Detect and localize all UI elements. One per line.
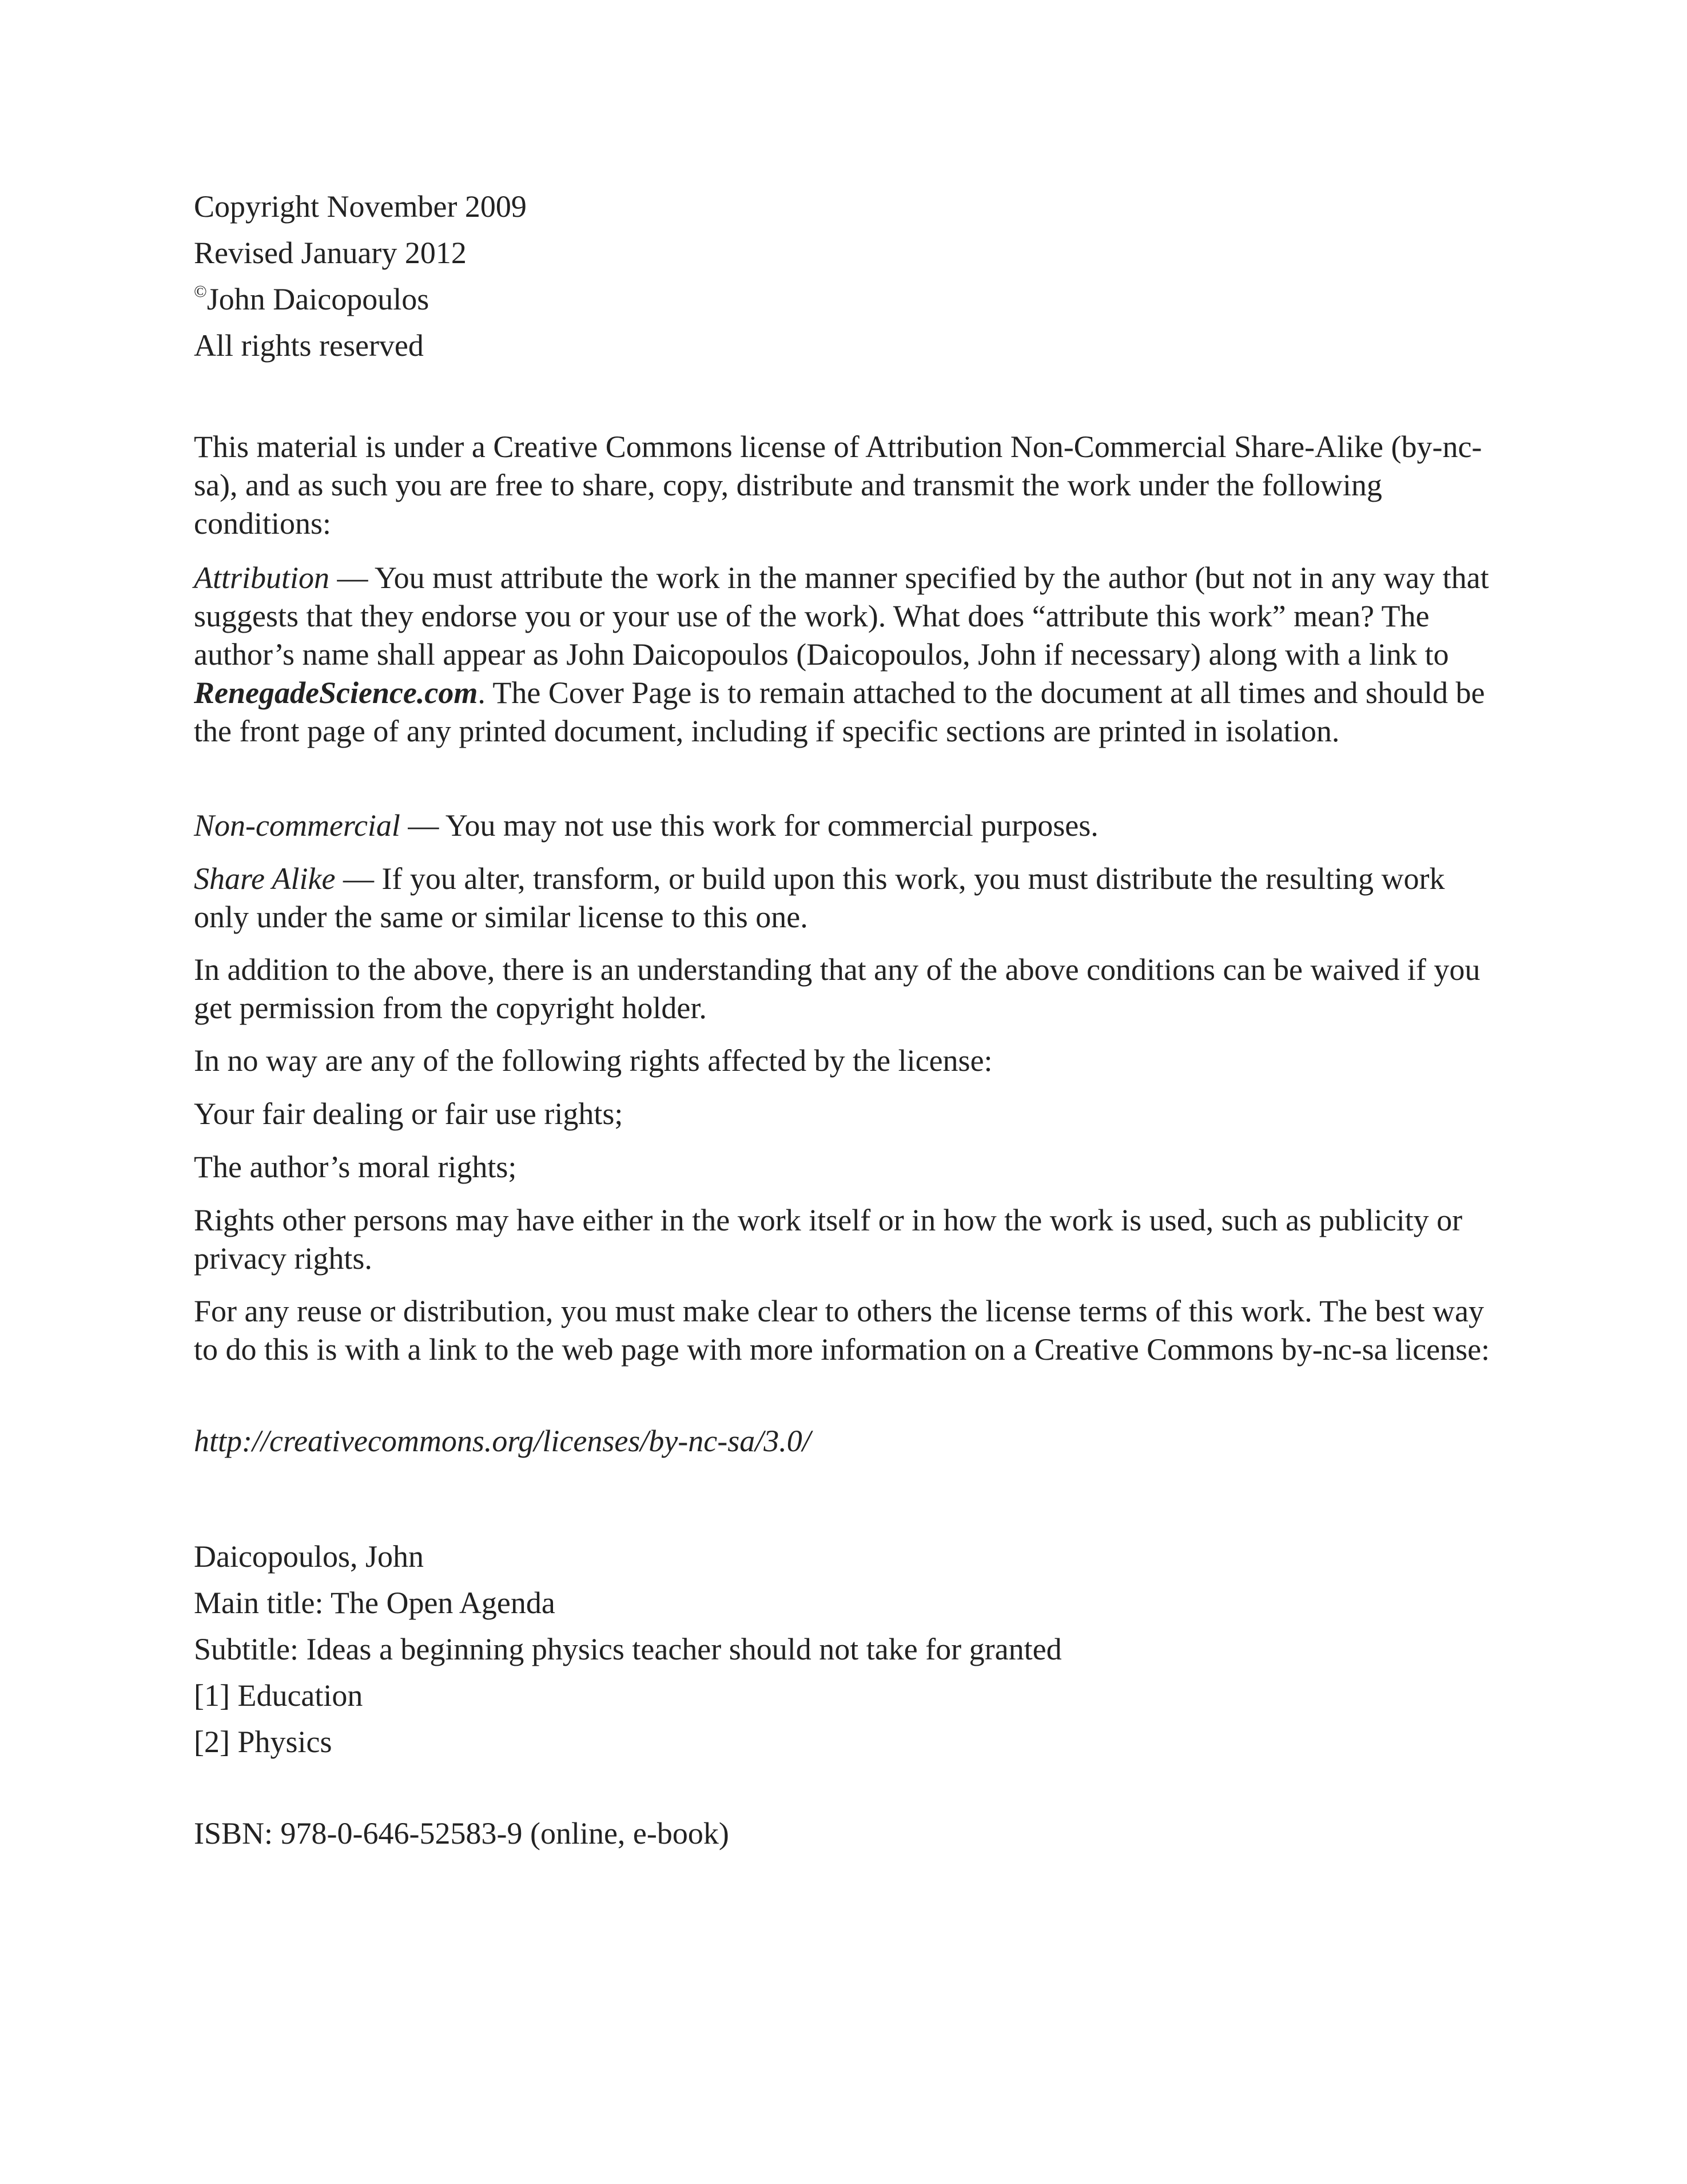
copyright-author: John Daicopoulos — [206, 282, 429, 316]
sharealike-condition — [194, 860, 1498, 936]
copyright-symbol: © — [194, 282, 207, 301]
right-item: Your fair dealing or fair use rights; — [194, 1097, 623, 1131]
noncommercial-text: — You may not use this work for commercial purposes. — [400, 808, 1099, 843]
right-item: Rights other persons may have either in the work itself or in how the work is used, such as publicity or privacy rights. — [194, 1203, 1463, 1276]
copyright-holder — [194, 280, 527, 327]
noncommercial-condition — [194, 807, 1498, 845]
copyright-block — [194, 188, 527, 373]
catalog-block — [194, 1538, 1062, 1769]
license-url-link[interactable]: http://creativecommons.org/licenses/by-nc-sa/3.0/ — [194, 1424, 811, 1458]
rights-intro: In no way are any of the following rights affected by the license: — [194, 1043, 993, 1078]
waiver-paragraph: In addition to the above, there is an understanding that any of the above conditions can be waived if you get permission from the copyright holder. — [194, 952, 1481, 1025]
attribution-text-2: . The Cover Page is to remain attached to the document at all times and should be the front page of any printed document, including if specific sections are printed in isolation. — [194, 676, 1485, 748]
attribution-condition — [194, 559, 1498, 750]
license-intro: This material is under a Creative Commons license of Attribution Non-Commercial Share-Alike (by-nc-sa), and as such you are free to share, copy, distribute and transmit the work under the following conditions: — [194, 430, 1482, 541]
noncommercial-term: Non-commercial — [194, 808, 400, 843]
attribution-text-1: — You must attribute the work in the manner specified by the author (but not in any way that suggests that they endorse you or your use of the work). What does “attribute this work” mean? The author’s name shall appear as John Daicopoulos (Daicopoulos, John if necessary) along with a link to — [194, 561, 1489, 672]
catalog-main-title: Main title: The Open Agenda — [194, 1586, 555, 1620]
rights-reserved: All rights reserved — [194, 328, 424, 363]
catalog-subject: [1] Education — [194, 1678, 363, 1713]
renegade-science-link[interactable]: RenegadeScience.com — [194, 676, 478, 710]
attribution-term: Attribution — [194, 561, 330, 595]
sharealike-term: Share Alike — [194, 861, 336, 896]
copyright-date: Copyright November 2009 — [194, 189, 527, 224]
catalog-author: Daicopoulos, John — [194, 1539, 424, 1574]
reuse-paragraph: For any reuse or distribution, you must make clear to others the license terms of this work. The best way to do this is with a link to the web page with more information on a Creative Commons by-nc-sa license: — [194, 1294, 1490, 1367]
right-item: The author’s moral rights; — [194, 1150, 517, 1184]
revision-date: Revised January 2012 — [194, 236, 467, 270]
catalog-subject: [2] Physics — [194, 1725, 332, 1759]
catalog-subtitle: Subtitle: Ideas a beginning physics teacher should not take for granted — [194, 1632, 1062, 1666]
sharealike-text: — If you alter, transform, or build upon this work, you must distribute the resulting work only under the same or similar license to this one. — [194, 861, 1445, 934]
isbn: ISBN: 978-0-646-52583-9 (online, e-book) — [194, 1816, 729, 1851]
license-url — [194, 1422, 1498, 1460]
